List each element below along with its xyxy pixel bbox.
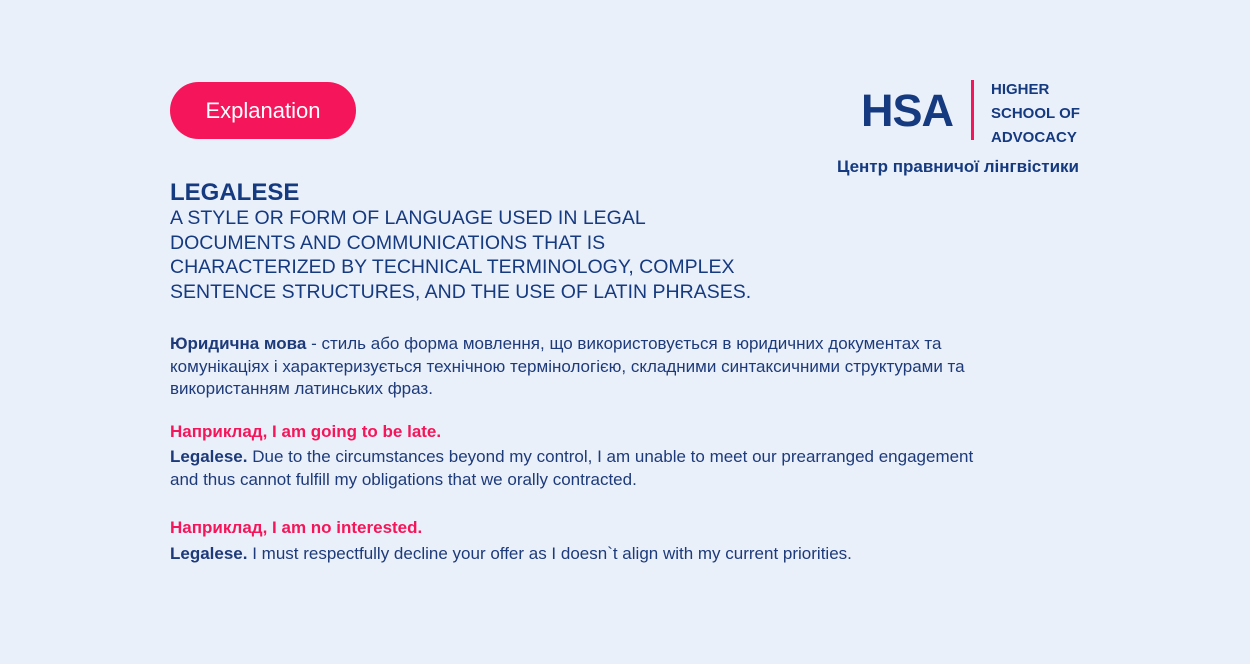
example-text: Due to the circumstances beyond my control, I am unable to meet our prearranged engagement [247,447,974,466]
example-2-body [170,543,1085,566]
translation-text: - стиль або форма мовлення, що використовується в юридичних документах та [306,334,942,353]
translation-line [170,333,1085,356]
example-line [170,446,1085,469]
definition-line: CHARACTERIZED BY TECHNICAL TERMINOLOGY, COMPLEX [170,256,735,278]
example-label: Legalese. [170,544,248,563]
logo-line-advocacy: ADVOCACY [991,129,1077,146]
term-definition [170,206,810,304]
example-1-title: Наприклад, I am going to be late. [170,422,442,441]
logo-line-higher: HIGHER [991,81,1050,98]
logo-wordmark [991,78,1080,150]
definition-line: DOCUMENTS AND COMMUNICATIONS THAT IS [170,231,606,254]
definition-line: A STYLE OR FORM OF LANGUAGE USED IN LEGAL [170,207,646,229]
example-2-title: Наприклад, I am no interested. [170,518,423,537]
logo-divider [971,80,974,140]
hsa-logo [860,78,1082,146]
example-1-body [170,446,1085,491]
logo-mark: HSA [861,85,954,136]
explanation-badge: Explanation [170,82,356,139]
example-text: I must respectfully decline your offer as I doesn`t align with my current priorities. [247,544,852,563]
center-name: Центр правничої лінгвістики [836,157,1079,176]
example-label: Legalese. [170,447,248,466]
term-title: LEGALESE [170,179,300,206]
translation-line: використанням латинських фраз. [170,379,433,398]
ukrainian-translation [170,333,1085,401]
translation-term: Юридична мова [170,334,307,353]
translation-line: комунікаціях і характеризується технічною термінологією, складними синтаксичними структурами та [170,356,965,376]
example-line: and thus cannot fulfill my obligations that we orally contracted. [170,469,637,489]
definition-line: SENTENCE STRUCTURES, AND THE USE OF LATIN PHRASES. [170,280,752,303]
example-line [170,543,1085,566]
logo-line-school: SCHOOL OF [991,105,1080,122]
